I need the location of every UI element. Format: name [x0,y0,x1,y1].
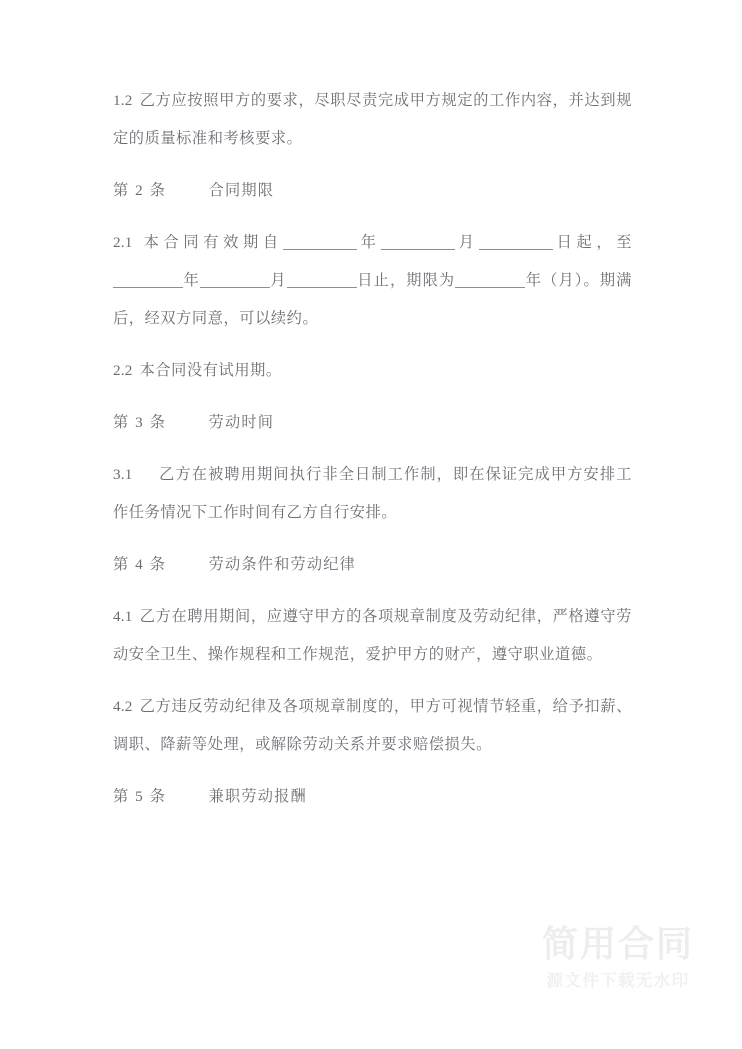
paragraph-item-4-1 [113,598,632,674]
fill-in-text-4: 日起，至 [552,234,632,251]
fill-in-text-3: 月 [454,234,479,251]
fill-in-text-1: 本合同有效期自 [139,234,283,251]
item-text: 本合同没有试用期。 [139,362,282,379]
blank-field-month-start[interactable] [381,235,455,250]
blank-field-duration[interactable] [455,273,525,288]
item-number: 4.2 [113,698,133,715]
clause-title: 劳动条件和劳动纪律 [208,556,357,573]
clause-number: 第 2 条 [113,182,167,199]
watermark [542,923,694,993]
clause-number: 第 5 条 [113,788,167,805]
item-number: 2.1 [113,234,133,251]
blank-field-month-end[interactable] [200,273,270,288]
blank-field-year-start[interactable] [283,235,357,250]
item-number: 1.2 [113,92,133,109]
item-text: 乙方违反劳动纪律及各项规章制度的，甲方可视情节轻重，给予扣薪、调职、降薪等处理，或解除劳动关系并要求赔偿损失。 [113,698,632,753]
clause-heading-3 [113,404,632,442]
watermark-brand: 简用合同 [541,924,694,965]
paragraph-item-3-1 [113,456,632,532]
watermark-tagline: 源文件下载无水印 [546,971,690,990]
fill-in-text-7: 日止，期限为 [356,272,456,289]
clause-title: 兼职劳动报酬 [208,788,307,805]
blank-field-day-start[interactable] [479,235,553,250]
fill-in-text-6: 月 [269,272,287,289]
item-text: 乙方在聘用期间，应遵守甲方的各项规章制度及劳动纪律，严格遵守劳动安全卫生、操作规程和工作规范，爱护甲方的财产，遵守职业道德。 [113,608,632,663]
clause-heading-4 [113,546,632,584]
item-text: 乙方应按照甲方的要求，尽职尽责完成甲方规定的工作内容，并达到规定的质量标准和考核要求。 [113,92,632,147]
blank-field-day-end[interactable] [287,273,357,288]
item-number: 2.2 [113,362,133,379]
fill-in-text-2: 年 [356,234,381,251]
clause-title: 劳动时间 [208,414,275,431]
paragraph-item-2-2 [113,352,632,390]
fill-in-text-8: 年（月）。期满后，经双方同意，可以续约。 [113,272,632,327]
document-body [113,82,632,830]
clause-heading-5 [113,778,632,816]
paragraph-item-1-2 [113,82,632,158]
item-number: 3.1 [113,466,133,483]
item-number: 4.1 [113,608,133,625]
clause-number: 第 4 条 [113,556,167,573]
blank-field-year-end[interactable] [113,273,183,288]
clause-title: 合同期限 [208,182,275,199]
paragraph-item-4-2 [113,688,632,764]
clause-number: 第 3 条 [113,414,167,431]
paragraph-item-2-1 [113,224,632,338]
fill-in-text-5: 年 [183,272,200,289]
item-text: 乙方在被聘用期间执行非全日制工作制，即在保证完成甲方安排工作任务情况下工作时间有乙方自行安排。 [113,466,632,521]
clause-heading-2 [113,172,632,210]
